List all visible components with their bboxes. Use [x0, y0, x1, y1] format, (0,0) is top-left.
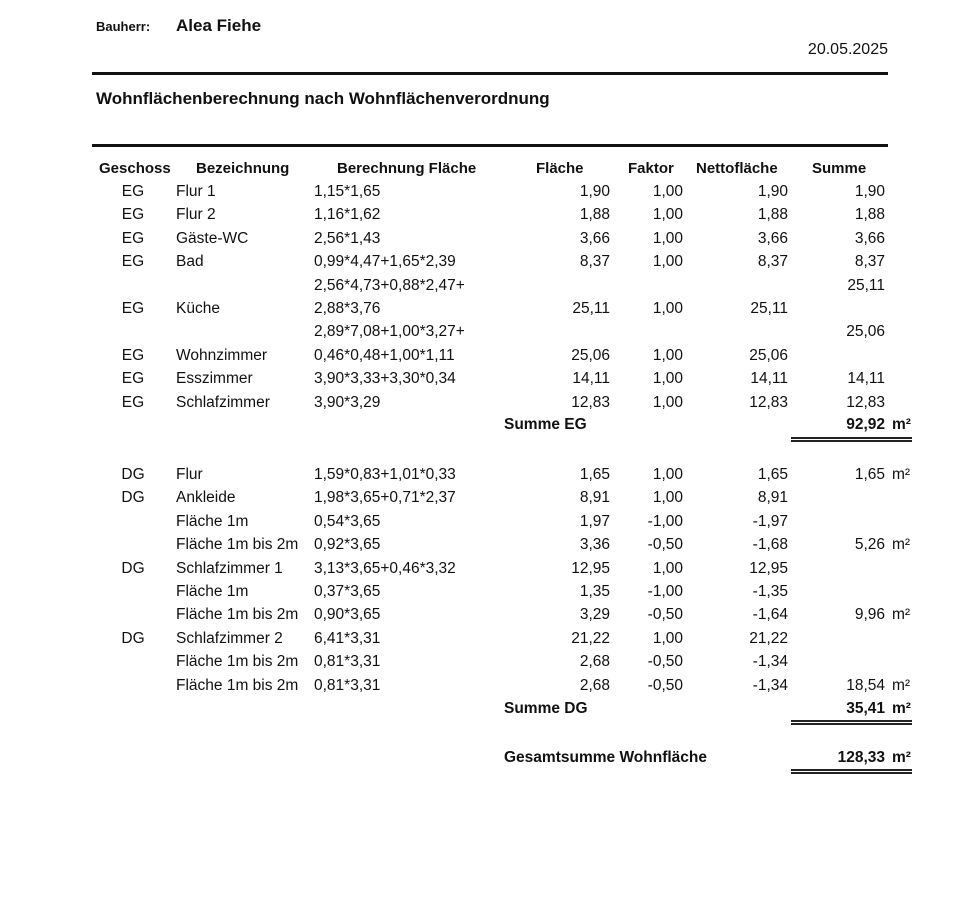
summe-cell: 14,11	[847, 370, 885, 388]
geschoss-cell: DG	[121, 466, 145, 483]
berechnung-cell: 2,56*1,43	[314, 229, 381, 247]
flaeche-cell: 3,66	[579, 229, 610, 247]
geschoss-cell: EG	[121, 206, 145, 224]
bezeichnung-cell: Flur 1	[176, 183, 216, 200]
summe-dg-unit: m²	[892, 700, 911, 717]
flaeche-cell: 3,29	[579, 606, 610, 624]
unit-cell: m²	[892, 466, 911, 483]
bauherr-name: Alea Fiehe	[176, 16, 262, 35]
unit-cell: m²	[892, 606, 911, 624]
gesamtsumme-unit: m²	[892, 749, 911, 766]
bezeichnung-cell: Flur 2	[176, 206, 216, 224]
table-row	[0, 536, 960, 559]
table-row	[0, 347, 960, 370]
table-row	[0, 394, 960, 417]
faktor-cell: 1,00	[652, 206, 683, 224]
geschoss-cell: EG	[121, 229, 145, 247]
berechnung-cell: 0,81*3,31	[314, 676, 381, 694]
bezeichnung-cell: Fläche 1m bis 2m	[176, 536, 299, 554]
berechnung-cell: 0,46*0,48+1,00*1,11	[314, 346, 455, 364]
berechnung-cell: 0,92*3,65	[314, 536, 381, 554]
gesamtsumme-double-underline	[791, 769, 912, 774]
flaeche-cell: 1,35	[579, 583, 610, 600]
nettoflaeche-cell: 12,83	[749, 393, 788, 411]
nettoflaeche-cell: -1,68	[752, 536, 788, 554]
nettoflaeche-cell: 12,95	[749, 559, 788, 577]
bezeichnung-cell: Küche	[176, 300, 220, 317]
summe-cell: 25,11	[847, 276, 885, 294]
summe-dg-label: Summe DG	[504, 700, 588, 717]
table-row	[0, 206, 960, 229]
summe-cell: 1,65	[854, 466, 885, 483]
berechnung-cell: 6,41*3,31	[314, 629, 381, 647]
faktor-cell: 1,00	[652, 183, 683, 200]
berechnung-cell: 3,90*3,29	[314, 393, 381, 411]
bauherr-label: Bauherr:	[96, 19, 151, 34]
flaeche-cell: 12,83	[571, 393, 610, 411]
bezeichnung-cell: Schlafzimmer 1	[176, 559, 283, 577]
faktor-cell: 1,00	[652, 229, 683, 247]
bezeichnung-cell: Fläche 1m	[176, 583, 249, 600]
faktor-cell: 1,00	[652, 253, 683, 271]
faktor-cell: 1,00	[652, 346, 683, 364]
faktor-cell: 1,00	[652, 393, 683, 411]
document-date: 20.05.2025	[807, 41, 888, 58]
col-header-nettoflaeche: Nettofläche	[696, 160, 778, 177]
faktor-cell: -0,50	[647, 606, 683, 624]
bezeichnung-cell: Flur	[176, 466, 203, 483]
bezeichnung-cell: Fläche 1m	[176, 512, 249, 530]
unit-cell: m²	[892, 536, 911, 554]
bezeichnung-cell: Fläche 1m bis 2m	[176, 606, 299, 624]
table-row	[0, 606, 960, 629]
summe-cell: 1,90	[854, 183, 885, 200]
col-header-bezeichnung: Bezeichnung	[196, 160, 290, 177]
flaeche-cell: 1,88	[579, 206, 610, 224]
geschoss-cell: DG	[121, 629, 145, 647]
berechnung-cell: 2,56*4,73+0,88*2,47+	[314, 276, 465, 294]
berechnung-cell: 1,15*1,65	[314, 183, 381, 200]
faktor-cell: 1,00	[652, 629, 683, 647]
nettoflaeche-cell: 1,90	[757, 183, 788, 200]
table-row	[0, 370, 960, 393]
geschoss-cell: EG	[121, 393, 145, 411]
berechnung-cell: 1,16*1,62	[314, 206, 381, 224]
table-row	[0, 277, 960, 300]
summe-eg-unit: m²	[892, 416, 911, 433]
flaeche-cell: 12,95	[571, 559, 610, 577]
summe-cell: 3,66	[854, 229, 885, 247]
nettoflaeche-cell: 14,11	[750, 370, 788, 388]
summe-cell: 1,88	[854, 206, 885, 224]
flaeche-cell: 1,97	[579, 512, 610, 530]
summe-eg-row	[0, 416, 960, 439]
summe-cell: 5,26	[854, 536, 885, 554]
faktor-cell: -0,50	[647, 536, 683, 554]
geschoss-cell: EG	[121, 346, 145, 364]
faktor-cell: 1,00	[652, 489, 683, 507]
geschoss-cell: EG	[121, 300, 145, 317]
berechnung-cell: 0,37*3,65	[314, 583, 381, 600]
flaeche-cell: 2,68	[579, 653, 610, 671]
faktor-cell: -1,00	[647, 583, 683, 600]
table-row	[0, 300, 960, 323]
geschoss-cell: EG	[121, 183, 145, 200]
nettoflaeche-cell: 21,22	[749, 629, 788, 647]
nettoflaeche-cell: 25,11	[750, 300, 788, 317]
table-row	[0, 630, 960, 653]
geschoss-cell: EG	[121, 370, 145, 388]
flaeche-cell: 3,36	[579, 536, 610, 554]
flaeche-cell: 25,11	[572, 300, 610, 317]
berechnung-cell: 0,99*4,47+1,65*2,39	[314, 253, 456, 271]
summe-dg-value: 35,41	[846, 700, 885, 717]
col-header-flaeche: Fläche	[536, 160, 584, 177]
flaeche-cell: 1,65	[579, 466, 610, 483]
col-header-geschoss: Geschoss	[99, 160, 171, 177]
summe-cell: 9,96	[854, 606, 885, 624]
table-row	[0, 677, 960, 700]
berechnung-cell: 0,54*3,65	[314, 512, 381, 530]
col-header-summe: Summe	[812, 160, 867, 177]
gesamtsumme-value: 128,33	[837, 749, 885, 766]
table-row	[0, 183, 960, 206]
nettoflaeche-cell: -1,35	[752, 583, 788, 600]
summe-eg-value: 92,92	[846, 416, 885, 433]
unit-cell: m²	[892, 676, 911, 694]
summe-eg-label: Summe EG	[504, 416, 587, 433]
flaeche-cell: 14,11	[572, 370, 610, 388]
bezeichnung-cell: Esszimmer	[176, 370, 253, 388]
table-row	[0, 653, 960, 676]
table-row	[0, 513, 960, 536]
nettoflaeche-cell: 25,06	[749, 346, 788, 364]
berechnung-cell: 3,13*3,65+0,46*3,32	[314, 559, 456, 577]
table-row	[0, 466, 960, 489]
gesamtsumme-label: Gesamtsumme Wohnfläche	[504, 749, 707, 766]
table-row	[0, 253, 960, 276]
faktor-cell: 1,00	[652, 466, 683, 483]
berechnung-cell: 1,98*3,65+0,71*2,37	[314, 489, 456, 507]
faktor-cell: 1,00	[652, 559, 683, 577]
nettoflaeche-cell: 8,91	[757, 489, 788, 507]
geschoss-cell: DG	[121, 559, 145, 577]
berechnung-cell: 3,90*3,33+3,30*0,34	[314, 370, 456, 388]
bezeichnung-cell: Schlafzimmer	[176, 393, 270, 411]
table-divider	[92, 144, 888, 147]
bezeichnung-cell: Fläche 1m bis 2m	[176, 676, 299, 694]
bezeichnung-cell: Ankleide	[176, 489, 236, 507]
faktor-cell: -0,50	[647, 676, 683, 694]
nettoflaeche-cell: -1,64	[752, 606, 788, 624]
flaeche-cell: 25,06	[571, 346, 610, 364]
flaeche-cell: 1,90	[579, 183, 610, 200]
faktor-cell: -0,50	[647, 653, 683, 671]
col-header-berechnung: Berechnung Fläche	[337, 160, 477, 177]
flaeche-cell: 8,91	[579, 489, 610, 507]
nettoflaeche-cell: 1,88	[757, 206, 788, 224]
nettoflaeche-cell: 8,37	[757, 253, 788, 271]
summe-eg-double-underline	[791, 437, 912, 442]
col-header-faktor: Faktor	[628, 160, 674, 177]
summe-cell: 25,06	[846, 323, 885, 341]
faktor-cell: 1,00	[652, 370, 683, 388]
berechnung-cell: 2,89*7,08+1,00*3,27+	[314, 323, 465, 341]
table-row	[0, 583, 960, 606]
faktor-cell: -1,00	[647, 512, 683, 530]
bezeichnung-cell: Gäste-WC	[176, 229, 249, 247]
summe-cell: 8,37	[854, 253, 885, 271]
table-row	[0, 323, 960, 346]
bezeichnung-cell: Bad	[176, 253, 204, 271]
top-divider	[92, 72, 888, 75]
flaeche-cell: 8,37	[579, 253, 610, 271]
flaeche-cell: 21,22	[571, 629, 610, 647]
berechnung-cell: 0,90*3,65	[314, 606, 381, 624]
nettoflaeche-cell: 1,65	[757, 466, 788, 483]
summe-cell: 12,83	[846, 393, 885, 411]
berechnung-cell: 2,88*3,76	[314, 300, 381, 317]
nettoflaeche-cell: 3,66	[757, 229, 788, 247]
nettoflaeche-cell: -1,34	[752, 653, 788, 671]
bezeichnung-cell: Fläche 1m bis 2m	[176, 653, 299, 671]
bezeichnung-cell: Schlafzimmer 2	[176, 629, 283, 647]
nettoflaeche-cell: -1,97	[752, 512, 788, 530]
geschoss-cell: DG	[121, 489, 145, 507]
table-row	[0, 489, 960, 512]
summe-cell: 18,54	[846, 676, 885, 694]
flaeche-cell: 2,68	[579, 676, 610, 694]
nettoflaeche-cell: -1,34	[752, 676, 788, 694]
bezeichnung-cell: Wohnzimmer	[176, 346, 268, 364]
berechnung-cell: 1,59*0,83+1,01*0,33	[314, 466, 456, 483]
berechnung-cell: 0,81*3,31	[314, 653, 381, 671]
document-title: Wohnflächenberechnung nach Wohnflächenverordnung	[96, 89, 550, 108]
faktor-cell: 1,00	[652, 300, 683, 317]
table-row	[0, 560, 960, 583]
geschoss-cell: EG	[121, 253, 145, 271]
summe-dg-double-underline	[791, 720, 912, 725]
table-row	[0, 230, 960, 253]
